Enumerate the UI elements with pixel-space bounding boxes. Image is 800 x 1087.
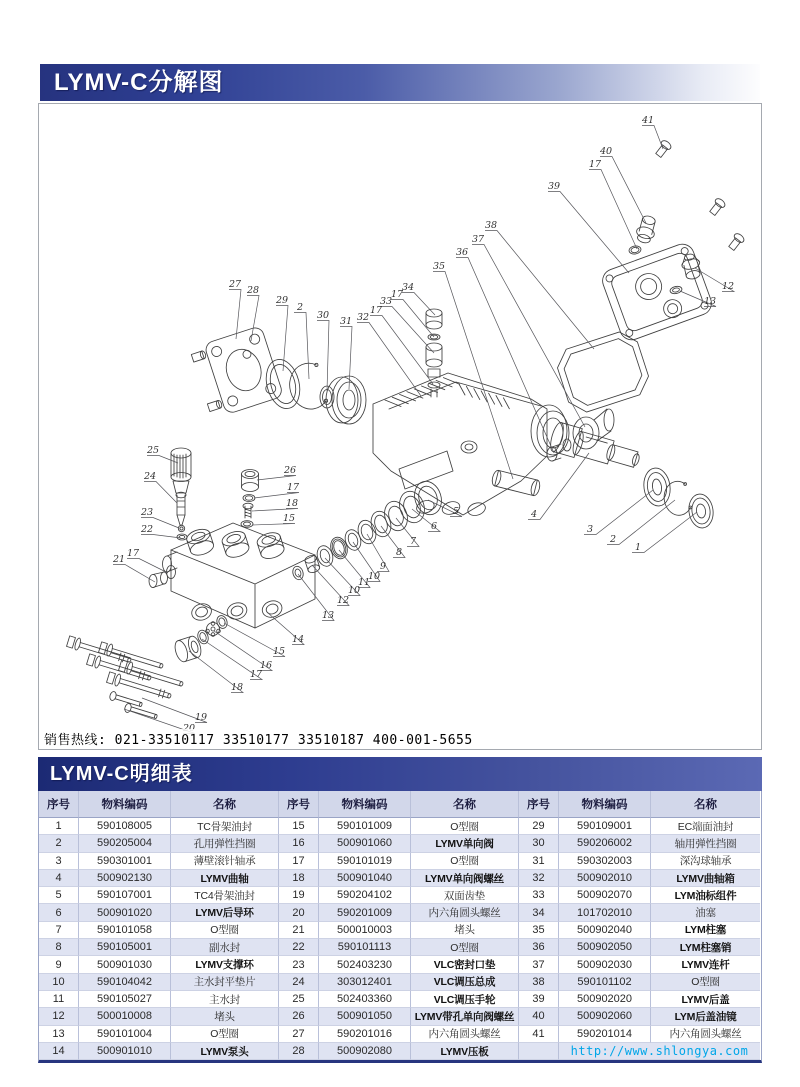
column-header: 序号 xyxy=(39,791,79,818)
row-no: 2 xyxy=(39,835,79,852)
callout-leader xyxy=(127,559,168,574)
callout-number: 3 xyxy=(586,524,594,535)
part-name: 内六角圆头螺丝 xyxy=(411,904,519,921)
row-no: 17 xyxy=(279,853,319,870)
row-no: 13 xyxy=(39,1026,79,1043)
part-name: 内六角圆头螺丝 xyxy=(411,1026,519,1043)
column-header: 序号 xyxy=(279,791,319,818)
row-no: 15 xyxy=(279,818,319,835)
row-no: 19 xyxy=(279,887,319,904)
callout-leader xyxy=(141,535,181,539)
callout-leader xyxy=(144,482,177,504)
callout-number: 6 xyxy=(430,521,438,532)
column-header: 物料编码 xyxy=(79,791,171,818)
callout-number: 2 xyxy=(609,534,617,545)
callout-number: 17 xyxy=(390,289,404,300)
row-no: 4 xyxy=(39,870,79,887)
sales-hotline: 销售热线: 021-33510117 33510177 33510187 400-001-5655 xyxy=(42,729,475,748)
row-no: 29 xyxy=(519,818,559,835)
callout-number: 24 xyxy=(143,471,157,482)
material-code: 590109001 xyxy=(559,818,651,835)
row-no: 35 xyxy=(519,922,559,939)
parts-table xyxy=(38,791,762,1063)
row-no: 3 xyxy=(39,853,79,870)
material-code: 590107001 xyxy=(79,887,171,904)
pump-head-drawing xyxy=(149,506,315,641)
callout-leader xyxy=(600,157,646,224)
table-title: LYMV-C明细表 xyxy=(38,757,762,791)
part-name: LYMV连杆 xyxy=(651,956,760,973)
row-no: 10 xyxy=(39,974,79,991)
callout-number: 21 xyxy=(112,554,126,565)
part-name: EC端面油封 xyxy=(651,818,760,835)
row-no: 32 xyxy=(519,870,559,887)
part-name: LYMV曲轴 xyxy=(171,870,279,887)
material-code: 590101009 xyxy=(319,818,411,835)
part-name: 堵头 xyxy=(171,1008,279,1025)
part-name: 双面齿垫 xyxy=(411,887,519,904)
callout-number: 29 xyxy=(275,295,289,306)
row-no: 34 xyxy=(519,904,559,921)
row-no: 9 xyxy=(39,956,79,973)
part-name: VLC密封口垫 xyxy=(411,956,519,973)
material-code: 590301001 xyxy=(79,853,171,870)
part-name: O型圈 xyxy=(411,853,519,870)
callout-number: 14 xyxy=(291,634,305,645)
bearing-31-drawing xyxy=(326,376,366,424)
callout-number: 23 xyxy=(140,507,154,518)
callout-number: 13 xyxy=(703,296,717,307)
callout-number: 22 xyxy=(140,524,154,535)
material-code: 590206002 xyxy=(559,835,651,852)
callout-number: 12 xyxy=(721,281,735,292)
material-code: 590101102 xyxy=(559,974,651,991)
crankcase-drawing xyxy=(373,373,569,532)
row-no: 28 xyxy=(279,1043,319,1060)
callout-number: 4 xyxy=(530,509,538,520)
callout-number: 28 xyxy=(246,285,260,296)
row-no: 1 xyxy=(39,818,79,835)
callout-number: 17 xyxy=(286,482,300,493)
material-code: 500902050 xyxy=(559,939,651,956)
callout-leader xyxy=(340,327,352,390)
callout-number: 25 xyxy=(146,445,160,456)
part-name: O型圈 xyxy=(411,818,519,835)
row-no: 39 xyxy=(519,991,559,1008)
row-no: 38 xyxy=(519,974,559,991)
material-code: 590101019 xyxy=(319,853,411,870)
row-no: 18 xyxy=(279,870,319,887)
callout-number: 5 xyxy=(452,506,460,517)
material-code: 590101004 xyxy=(79,1026,171,1043)
callout-number: 17 xyxy=(249,669,263,680)
callout-leader xyxy=(357,323,421,397)
column-header: 名称 xyxy=(411,791,519,818)
material-code: 590108005 xyxy=(79,818,171,835)
column-header: 物料编码 xyxy=(559,791,651,818)
callout-number: 2 xyxy=(296,302,304,313)
material-code: 500902020 xyxy=(559,991,651,1008)
part-name: LYMV曲轴箱 xyxy=(651,870,760,887)
callout-leader xyxy=(370,316,433,385)
part-name: 孔用弹性挡圈 xyxy=(171,835,279,852)
row-no: 14 xyxy=(39,1043,79,1060)
callout-leader xyxy=(257,476,296,481)
column-header: 名称 xyxy=(171,791,279,818)
part-name: 内六角圆头螺丝 xyxy=(651,1026,760,1043)
callout-number: 33 xyxy=(379,296,393,307)
part-name: LYM后盖油镜 xyxy=(651,1008,760,1025)
row-no: 23 xyxy=(279,956,319,973)
row-no: 5 xyxy=(39,887,79,904)
row-no: 24 xyxy=(279,974,319,991)
part-name: LYMV泵头 xyxy=(171,1043,279,1060)
row-no: 40 xyxy=(519,1008,559,1025)
material-code: 590201009 xyxy=(319,904,411,921)
part-name: LYMV单向阀螺丝 xyxy=(411,870,519,887)
callout-number: 34 xyxy=(401,282,415,293)
part-name: TC骨架油封 xyxy=(171,818,279,835)
material-code: 500902070 xyxy=(559,887,651,904)
material-code: 101702010 xyxy=(559,904,651,921)
part-name: O型圈 xyxy=(171,922,279,939)
callout-number: 31 xyxy=(339,316,353,327)
part-name: LYM柱塞销 xyxy=(651,939,760,956)
callout-number: 1 xyxy=(634,542,642,553)
material-code: 500901030 xyxy=(79,956,171,973)
material-code: 500902040 xyxy=(559,922,651,939)
material-code: 590201014 xyxy=(559,1026,651,1043)
material-code: 500902030 xyxy=(559,956,651,973)
part-name: LYMV后盖 xyxy=(651,991,760,1008)
material-code: 500901020 xyxy=(79,904,171,921)
part-name: 副水封 xyxy=(171,939,279,956)
row-no-empty xyxy=(519,1043,559,1060)
part-name: LYMV压板 xyxy=(411,1043,519,1060)
row-no: 37 xyxy=(519,956,559,973)
row-no: 33 xyxy=(519,887,559,904)
part-name: VLC调压总成 xyxy=(411,974,519,991)
callout-leader xyxy=(229,290,241,340)
part-name: LYMV带孔单向阀螺丝 xyxy=(411,1008,519,1025)
row-no: 8 xyxy=(39,939,79,956)
callout-number: 36 xyxy=(455,247,469,258)
material-code: 500902010 xyxy=(559,870,651,887)
callout-number: 30 xyxy=(316,310,330,321)
row-no: 30 xyxy=(519,835,559,852)
material-code: 500901040 xyxy=(319,870,411,887)
website-link[interactable]: http://www.shlongya.com xyxy=(559,1043,760,1060)
material-code: 500010008 xyxy=(79,1008,171,1025)
part-name: VLC调压手轮 xyxy=(411,991,519,1008)
bearing-3-drawing xyxy=(641,466,672,507)
callout-leader xyxy=(642,126,663,150)
cover-screws-drawing xyxy=(628,139,745,295)
row-no: 25 xyxy=(279,991,319,1008)
material-code: 500902080 xyxy=(319,1043,411,1060)
row-no: 41 xyxy=(519,1026,559,1043)
callout-leader xyxy=(607,500,675,545)
exploded-diagram xyxy=(39,104,761,749)
callout-number: 41 xyxy=(641,115,655,126)
part-name: O型圈 xyxy=(651,974,760,991)
material-code: 590101113 xyxy=(319,939,411,956)
material-code: 590105027 xyxy=(79,991,171,1008)
material-code: 590104042 xyxy=(79,974,171,991)
material-code: 590101058 xyxy=(79,922,171,939)
callout-leader xyxy=(317,321,329,392)
part-name: O型圈 xyxy=(171,1026,279,1043)
callout-leader xyxy=(632,512,697,553)
callout-number: 17 xyxy=(588,159,602,170)
callout-number: 10 xyxy=(367,571,381,582)
row-no: 31 xyxy=(519,853,559,870)
part-name: 堵头 xyxy=(411,922,519,939)
part-name: 薄壁滚针轴承 xyxy=(171,853,279,870)
plunger-drawing xyxy=(491,469,541,496)
part-name: TC4骨架油封 xyxy=(171,887,279,904)
row-no: 16 xyxy=(279,835,319,852)
callout-number: 13 xyxy=(321,610,335,621)
callout-number: 18 xyxy=(285,498,299,509)
seal-ring-row-drawing xyxy=(291,478,445,581)
part-name: 深沟球轴承 xyxy=(651,853,760,870)
page-title: LYMV-C分解图 xyxy=(40,64,760,101)
part-name: 油塞 xyxy=(651,904,760,921)
callout-number: 19 xyxy=(194,712,208,723)
row-no: 11 xyxy=(39,991,79,1008)
callout-number: 15 xyxy=(272,646,286,657)
material-code: 502403360 xyxy=(319,991,411,1008)
material-code: 502403230 xyxy=(319,956,411,973)
column-header: 名称 xyxy=(651,791,760,818)
oil-seal-drawing xyxy=(687,492,715,529)
callout-number: 10 xyxy=(347,585,361,596)
material-code: 590201016 xyxy=(319,1026,411,1043)
exploded-view-frame xyxy=(38,103,762,750)
rear-cover-drawing xyxy=(599,241,715,343)
row-no: 6 xyxy=(39,904,79,921)
callout-leader xyxy=(456,258,554,454)
part-name: O型圈 xyxy=(411,939,519,956)
material-code: 590205004 xyxy=(79,835,171,852)
callout-leader xyxy=(584,490,653,535)
column-header: 物料编码 xyxy=(319,791,411,818)
part-name: LYMV后导环 xyxy=(171,904,279,921)
callout-number: 39 xyxy=(547,181,561,192)
row-no: 22 xyxy=(279,939,319,956)
callout-leader xyxy=(294,313,309,380)
callout-number: 18 xyxy=(230,682,244,693)
material-code: 590204102 xyxy=(319,887,411,904)
callout-number: 15 xyxy=(282,513,296,524)
part-name: LYMV支撑环 xyxy=(171,956,279,973)
callout-leader xyxy=(391,300,434,338)
callout-leader xyxy=(589,170,637,250)
material-code: 500902060 xyxy=(559,1008,651,1025)
row-no: 21 xyxy=(279,922,319,939)
part-name: LYM油标组件 xyxy=(651,887,760,904)
row-no: 26 xyxy=(279,1008,319,1025)
callout-number: 26 xyxy=(283,465,297,476)
callout-number: 27 xyxy=(228,279,242,290)
check-valve-drawing xyxy=(241,470,259,528)
callout-leader xyxy=(485,231,594,350)
material-code: 590105001 xyxy=(79,939,171,956)
material-code: 500901010 xyxy=(79,1043,171,1060)
row-no: 20 xyxy=(279,904,319,921)
callout-number: 38 xyxy=(484,220,498,231)
callout-number: 35 xyxy=(432,261,446,272)
material-code: 500902130 xyxy=(79,870,171,887)
callout-number: 12 xyxy=(336,595,350,606)
material-code: 500010003 xyxy=(319,922,411,939)
column-header: 序号 xyxy=(519,791,559,818)
callout-number: 11 xyxy=(357,577,371,588)
part-name: 主水封 xyxy=(171,991,279,1008)
connecting-rod-drawing xyxy=(573,409,614,449)
callout-number: 7 xyxy=(409,536,417,547)
callout-number: 17 xyxy=(369,305,383,316)
gasket-drawing xyxy=(553,328,653,417)
material-code: 500901050 xyxy=(319,1008,411,1025)
material-code: 303012401 xyxy=(319,974,411,991)
callout-number: 16 xyxy=(259,660,273,671)
head-bolts-drawing xyxy=(66,635,184,721)
row-no: 36 xyxy=(519,939,559,956)
row-no: 27 xyxy=(279,1026,319,1043)
callout-number: 8 xyxy=(395,547,403,558)
part-name: 轴用弹性挡圈 xyxy=(651,835,760,852)
row-no: 12 xyxy=(39,1008,79,1025)
callout-number: 17 xyxy=(126,548,140,559)
material-code: 590302003 xyxy=(559,853,651,870)
part-name: LYMV单向阀 xyxy=(411,835,519,852)
callout-leader xyxy=(528,453,589,520)
part-name: LYM柱塞 xyxy=(651,922,760,939)
callout-number: 37 xyxy=(471,234,485,245)
part-name: 主水封平垫片 xyxy=(171,974,279,991)
callout-number: 32 xyxy=(356,312,370,323)
callout-number: 40 xyxy=(599,146,613,157)
callout-labels xyxy=(112,115,734,734)
callout-number: 9 xyxy=(379,561,387,572)
row-no: 7 xyxy=(39,922,79,939)
material-code: 500901060 xyxy=(319,835,411,852)
